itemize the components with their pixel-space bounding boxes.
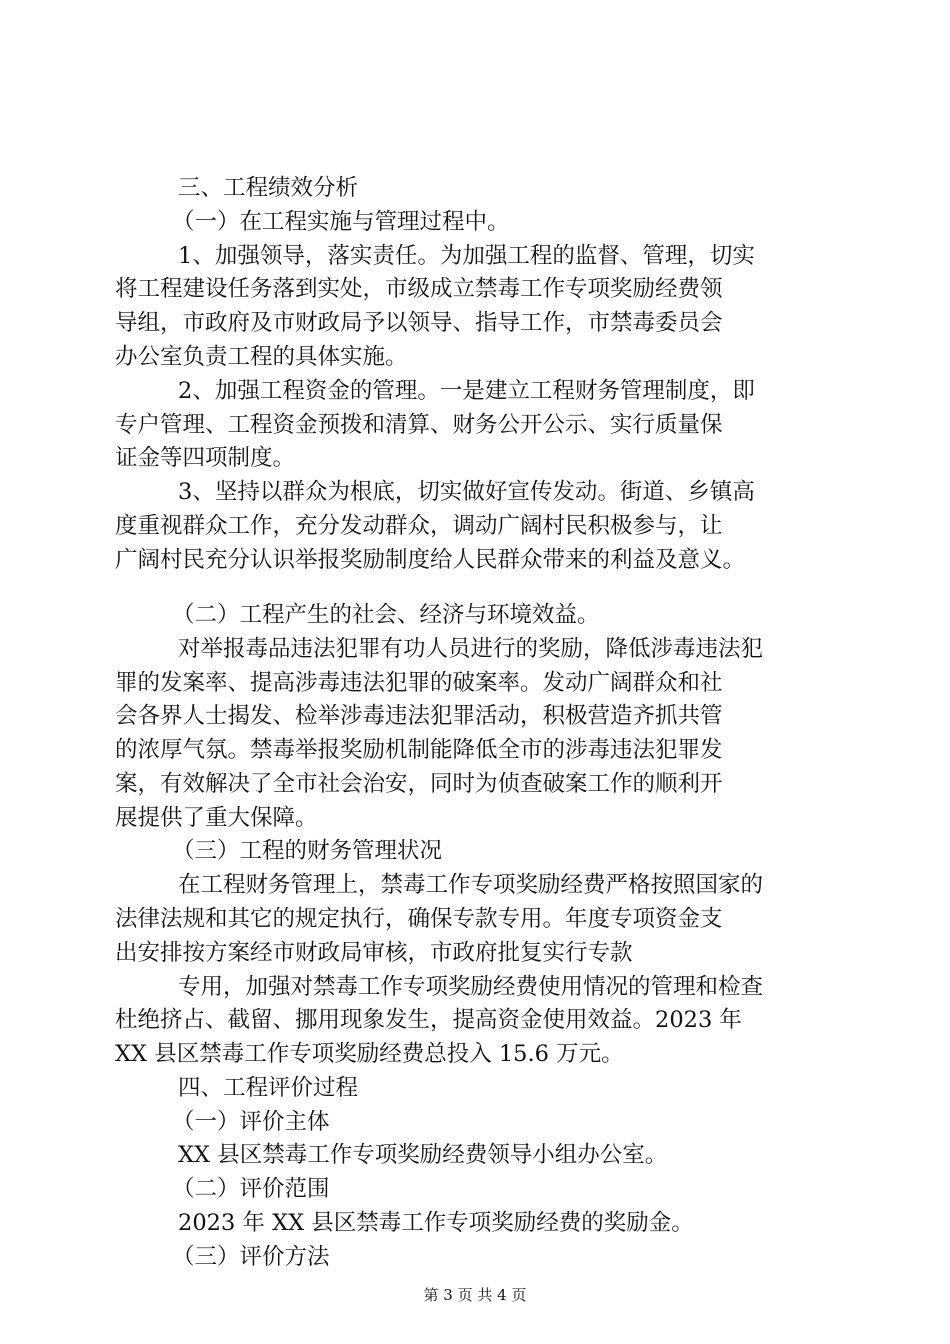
paragraph-line: 出安排按方案经市财政局审核，市政府批复实行专款	[115, 940, 633, 966]
paragraph-line: 专用，加强对禁毒工作专项奖励经费使用情况的管理和检查	[178, 974, 764, 1000]
page-total: 共 4 页	[477, 1286, 527, 1304]
paragraph-line: 广阔村民充分认识举报奖励制度给人民群众带来的利益及意义。	[115, 547, 746, 573]
paragraph-line: 2、加强工程资金的管理。一是建立工程财务管理制度，即	[178, 378, 755, 404]
subheading-4-1: （一）评价主体	[172, 1109, 330, 1135]
paragraph-line: 证金等四项制度。	[115, 445, 296, 471]
paragraph-line: 案，有效解决了全市社会治安，同时为侦查破案工作的顺利开	[115, 771, 723, 797]
paragraph-line: XX 县区禁毒工作专项奖励经费总投入 15.6 万元。	[115, 1041, 624, 1067]
subheading-4-3: （三）评价方法	[172, 1244, 330, 1270]
subheading-3-2: （二）工程产生的社会、经济与环境效益。	[172, 602, 600, 628]
paragraph-line: 1、加强领导，落实责任。为加强工程的监督、管理，切实	[178, 243, 755, 269]
paragraph-line: 导组，市政府及市财政局予以领导、指导工作，市禁毒委员会	[115, 310, 723, 336]
paragraph-line: 展提供了重大保障。	[115, 805, 318, 831]
subheading-4-2: （二）评价范围	[172, 1176, 330, 1202]
subheading-3-1: （一）在工程实施与管理过程中。	[172, 209, 510, 235]
paragraph-line: 对举报毒品违法犯罪有功人员进行的奖励，降低涉毒违法犯	[178, 636, 764, 662]
paragraph-line: 罪的发案率、提高涉毒违法犯罪的破案率。发动广阔群众和社	[115, 670, 723, 696]
paragraph-line: 度重视群众工作，充分发动群众，调动广阔村民积极参与，让	[115, 513, 723, 539]
heading-section-3: 三、工程绩效分析	[178, 175, 359, 201]
heading-section-4: 四、工程评价过程	[178, 1075, 359, 1101]
paragraph-line: 办公室负责工程的具体实施。	[115, 344, 408, 370]
paragraph-line: XX 县区禁毒工作专项奖励经费领导小组办公室。	[178, 1142, 668, 1168]
subheading-3-3: （三）工程的财务管理状况	[172, 838, 443, 864]
paragraph-line: 2023 年 XX 县区禁毒工作专项奖励经费的奖励金。	[178, 1210, 694, 1236]
paragraph-line: 3、坚持以群众为根底，切实做好宣传发动。街道、乡镇高	[178, 479, 755, 505]
paragraph-line: 将工程建设任务落到实处，市级成立禁毒工作专项奖励经费领	[115, 276, 723, 302]
paragraph-line: 法律法规和其它的规定执行，确保专款专用。年度专项资金支	[115, 906, 723, 932]
paragraph-line: 会各界人士揭发、检举涉毒违法犯罪活动，积极营造齐抓共管	[115, 703, 723, 729]
paragraph-line: 在工程财务管理上，禁毒工作专项奖励经费严格按照国家的	[178, 872, 764, 898]
paragraph-line: 杜绝挤占、截留、挪用现象发生，提高资金使用效益。2023 年	[115, 1007, 742, 1033]
paragraph-line: 专户管理、工程资金预拨和清算、财务公开公示、实行质量保	[115, 412, 723, 438]
paragraph-line: 的浓厚气氛。禁毒举报奖励机制能降低全市的涉毒违法犯罪发	[115, 737, 723, 763]
page-number: 第 3 页	[423, 1286, 473, 1304]
page-footer	[0, 1284, 950, 1306]
